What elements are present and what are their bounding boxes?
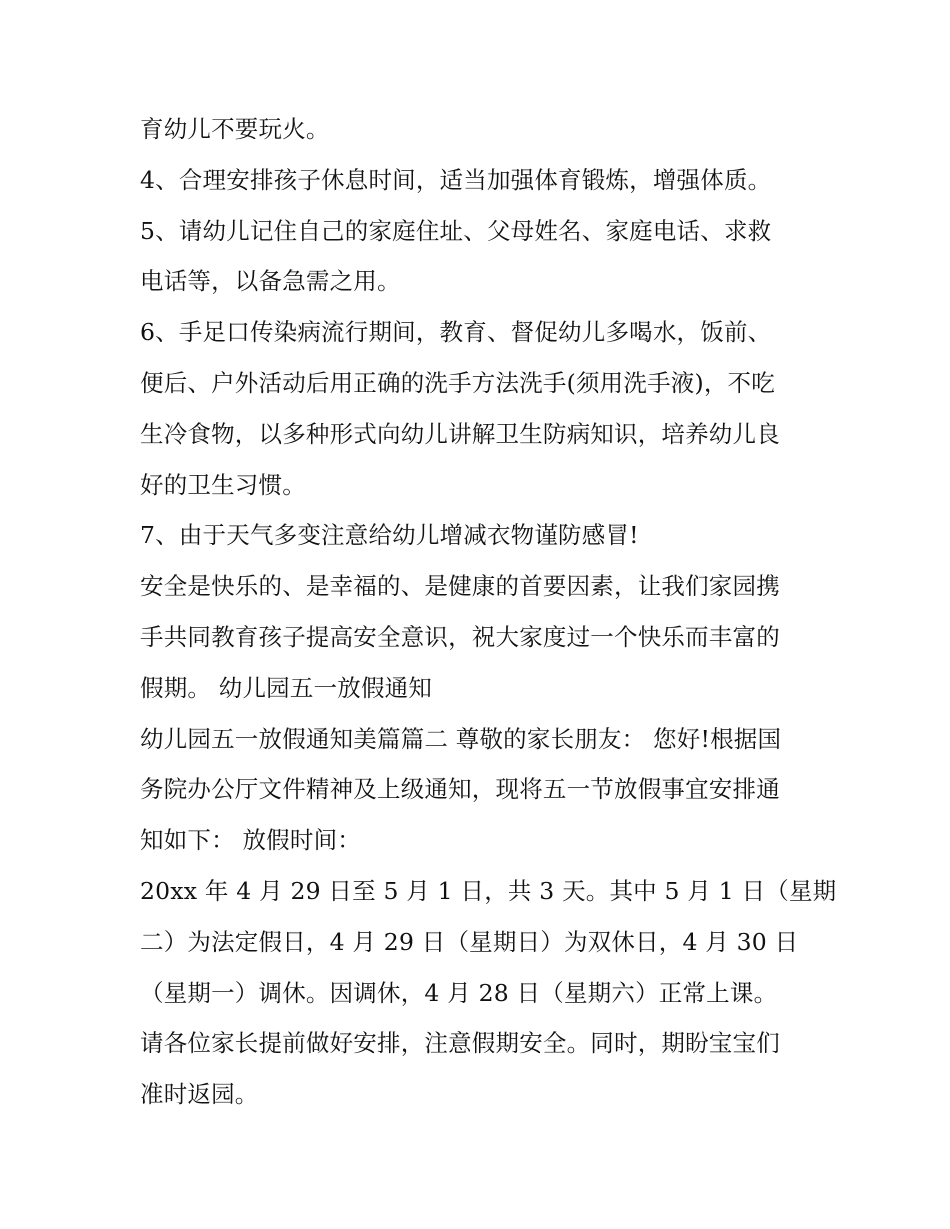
text-line: 生冷食物，以多种形式向幼儿讲解卫生防病知识，培养幼儿良	[140, 419, 780, 448]
text-line: 电话等，以备急需之用。	[140, 267, 401, 296]
text-line: 假期。 幼儿园五一放假通知	[140, 673, 433, 702]
text-line: 二）为法定假日，4 月 29 日（星期日）为双休日，4 月 30 日	[140, 927, 799, 956]
document-body	[140, 104, 837, 1120]
text-line: 6、手足口传染病流行期间，教育、督促幼儿多喝水，饭前、	[140, 318, 772, 347]
text-line: 便后、户外活动后用正确的洗手方法洗手(须用洗手液)，不吃	[140, 368, 775, 397]
text-line: 20xx 年 4 月 29 日至 5 月 1 日，共 3 天。其中 5 月 1 日（星期	[140, 876, 837, 905]
text-line: 知如下： 放假时间：	[140, 826, 361, 855]
text-line: 好的卫生习惯。	[140, 470, 306, 499]
text-line: 手共同教育孩子提高安全意识，祝大家度过一个快乐而丰富的	[140, 622, 780, 651]
text-line: 请各位家长提前做好安排，注意假期安全。同时，期盼宝宝们	[140, 1029, 780, 1058]
text-line: 安全是快乐的、是幸福的、是健康的首要因素，让我们家园携	[140, 572, 780, 601]
text-line: 准时返园。	[140, 1080, 259, 1109]
text-line: 育幼儿不要玩火。	[140, 115, 330, 143]
text-line: 5、请幼儿记住自己的家庭住址、父母姓名、家庭电话、求救	[140, 216, 772, 245]
text-line: 7、由于天气多变注意给幼儿增减衣物谨防感冒!	[140, 521, 639, 550]
text-line: 务院办公厅文件精神及上级通知，现将五一节放假事宜安排通	[140, 775, 780, 804]
text-line: （星期一）调休。因调休，4 月 28 日（星期六）正常上课。	[140, 978, 778, 1007]
text-line: 幼儿园五一放假通知美篇篇二 尊敬的家长朋友： 您好!根据国	[140, 724, 782, 753]
text-line: 4、合理安排孩子休息时间，适当加强体育锻炼，增强体质。	[140, 165, 772, 194]
